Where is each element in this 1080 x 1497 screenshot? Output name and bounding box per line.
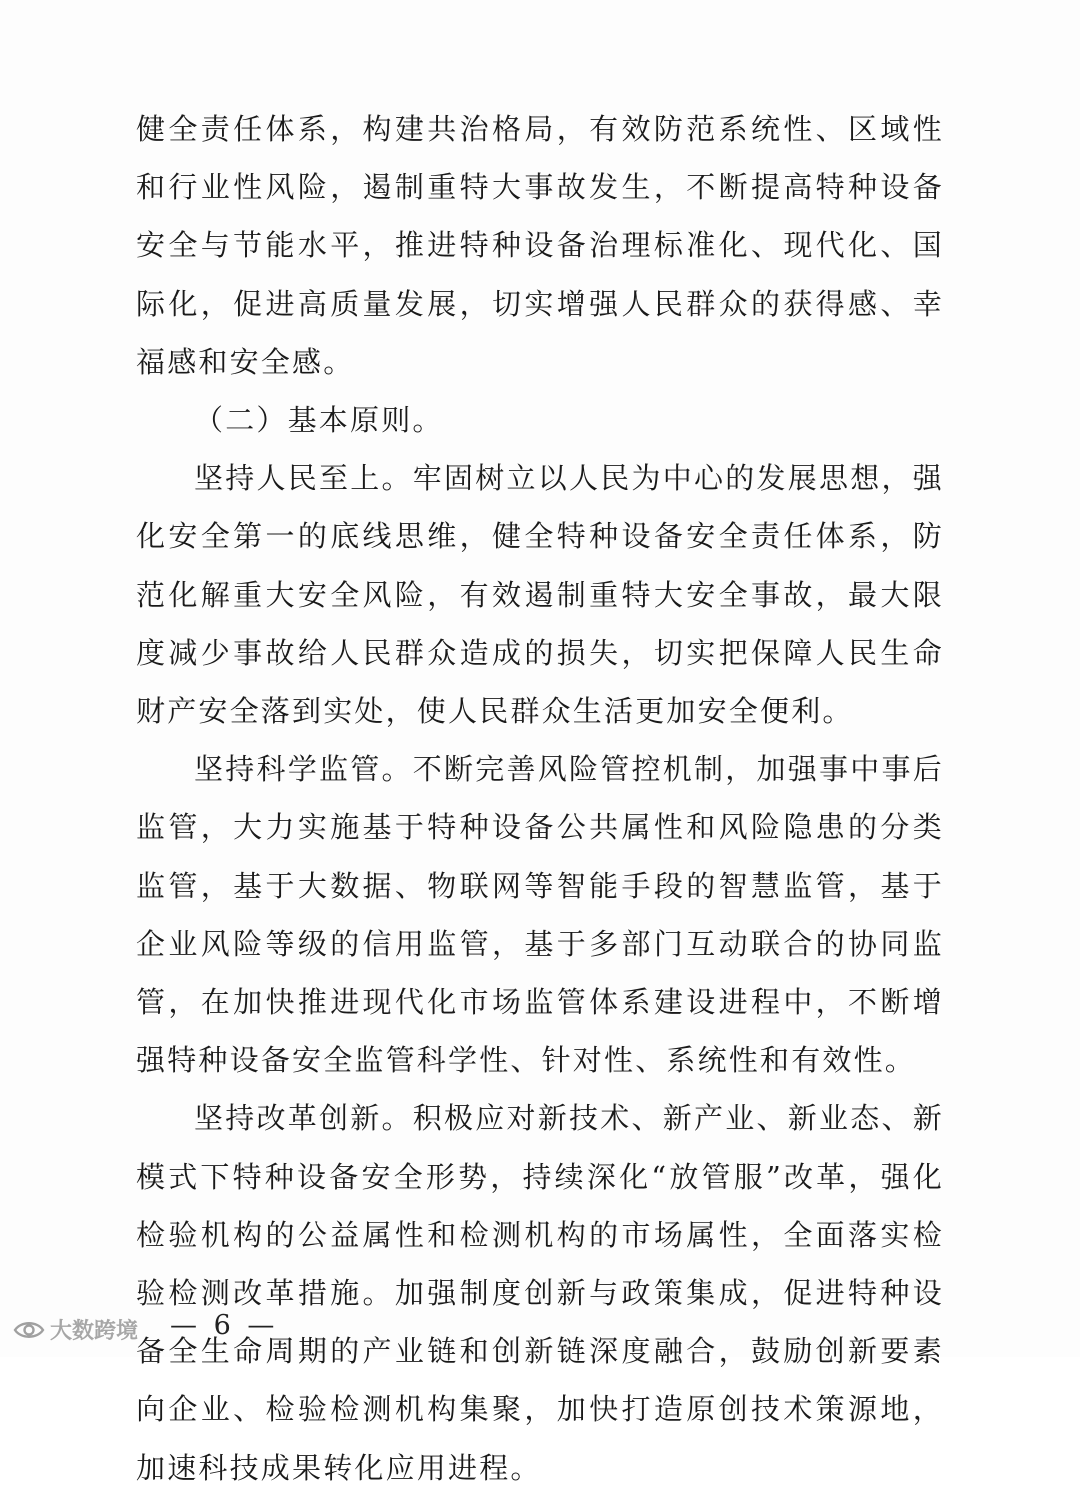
- paragraph-scientific-supervision: 坚持科学监管。不断完善风险管控机制，加强事中事后监管，大力实施基于特种设备公共属性和风险隐患的分类监管，基于大数据、物联网等智能手段的智慧监管，基于企业风险等级的信用监管，基于多部门互动联合的协同监管，在加快推进现代化市场监管体系建设进程中，不断增强特种设备安全监管科学性、针对性、系统性和有效性。: [136, 752, 944, 1078]
- document-body: [136, 100, 944, 1497]
- paragraph-people-first: 坚持人民至上。牢固树立以人民为中心的发展思想，强化安全第一的底线思维，健全特种设备安全责任体系，防范化解重大安全风险，有效遏制重特大安全事故，最大限度减少事故给人民群众造成的损失，切实把保障人民生命财产安全落到实处，使人民群众生活更加安全便利。: [136, 461, 944, 729]
- page-footer: [0, 1300, 1080, 1357]
- page-number: — 6 —: [170, 1310, 279, 1341]
- watermark-text: 大数跨境: [50, 1319, 139, 1344]
- paragraph-continuation: 健全责任体系，构建共治格局，有效防范系统性、区域性和行业性风险，遏制重特大事故发生，不断提高特种设备安全与节能水平，推进特种设备治理标准化、现代化、国际化，促进高质量发展，切实增强人民群众的获得感、幸福感和安全感。: [136, 112, 944, 379]
- eye-logo-icon: [12, 1318, 46, 1342]
- watermark: [12, 1314, 138, 1345]
- section-heading: （二）基本原则。: [194, 403, 444, 438]
- paragraph-reform-innovation: 坚持改革创新。积极应对新技术、新产业、新业态、新模式下特种设备安全形势，持续深化“放管服”改革，强化检验机构的公益属性和检测机构的市场属性，全面落实检验检测改革措施。加强制度创新与政策集成，促进特种设备全生命周期的产业链和创新链深度融合，鼓励创新要素向企业、检验检测机构集聚，加快打造原创技术策源地，加速科技成果转化应用进程。: [136, 1101, 944, 1485]
